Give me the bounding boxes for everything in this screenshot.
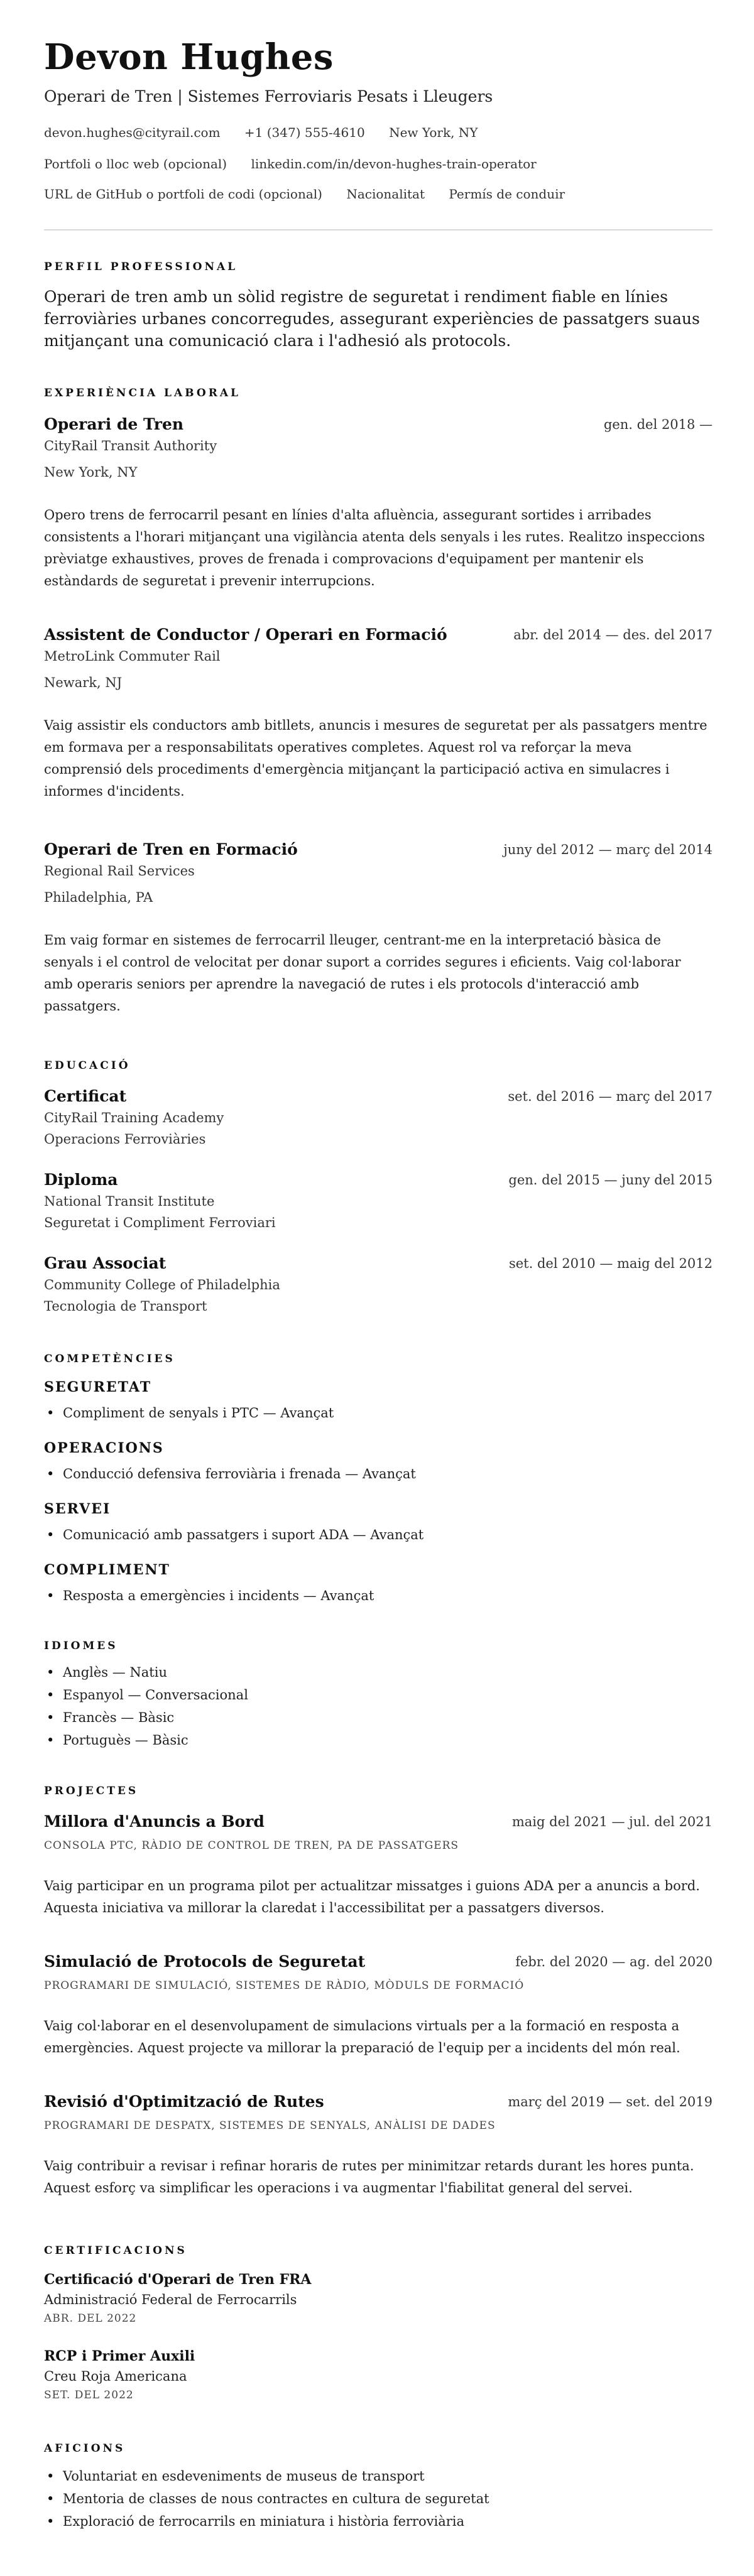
skill-item: • Conducció defensiva ferroviària i frenada — Avançat (44, 1463, 713, 1485)
certification-entry (44, 2270, 713, 2327)
job-description: Vaig assistir els conductors amb bitllets, anuncis i mesures de seguretat per als passatgers mentre em formava per a responsabilitats operatives completes. Aquest rol va reforçar la meva comprensió dels procediments d'emergència mitjançant la participació activa en simulacres i informes d'incidents. (44, 718, 708, 799)
education-entry (44, 1253, 713, 1317)
field-of-study: Tecnologia de Transport (44, 1299, 207, 1314)
email-link[interactable]: devon.hughes@cityrail.com (44, 125, 221, 140)
portfolio-link[interactable]: Portfoli o lloc web (opcional) (44, 156, 227, 171)
section-title-profile: PERFIL PROFESSIONAL (44, 261, 238, 273)
certification-title: Certificació d'Operari de Tren FRA (44, 2271, 312, 2288)
skill-item: • Comunicació amb passatgers i suport ADA — Avançat (44, 1523, 713, 1546)
language-list (44, 1661, 713, 1751)
profile-summary: Operari de tren amb un sòlid registre de seguretat i rendiment fiable en línies ferroviàries urbanes concorregudes, assegurant experiències de passatgers suaus mitjançant una comunicació clara i l'adhesió als protocols. (44, 288, 700, 350)
experience-entry (44, 839, 713, 1017)
section-title-projects: PROJECTES (44, 1785, 139, 1797)
job-subtitle: Operari de Tren | Sistemes Ferroviaris Pesats i Lleugers (44, 87, 493, 106)
project-title: Revisió d'Optimització de Rutes (44, 2092, 324, 2111)
education-entry (44, 1169, 713, 1233)
job-title: Operari de Tren en Formació (44, 840, 298, 858)
hobby-list (44, 2465, 713, 2533)
skill-group (44, 1498, 713, 1546)
linkedin-link[interactable]: linkedin.com/in/devon-hughes-train-operator (251, 156, 537, 171)
company-name: CityRail Transit Authority (44, 438, 217, 453)
company-name: Regional Rail Services (44, 863, 195, 879)
company-name: MetroLink Commuter Rail (44, 649, 221, 664)
job-description: Em vaig formar en sistemes de ferrocarril lleuger, centrant-me en la interpretació bàsica de senyals i el control de velocitat per donar suport a corrides segures i eficients. Vaig col·laborar amb operaris seniors per aprendre la navegació de rutes i els protocols d'interacció amb passatgers. (44, 933, 681, 1014)
skill-group-title: SERVEI (44, 1501, 111, 1517)
project-description: Vaig contribuir a revisar i refinar horaris de rutes per minimitzar retards durant les hores punta. Aquest esforç va simplificar les operacions i va augmentar l'fiabilitat general del servei. (44, 2158, 694, 2195)
job-location: Philadelphia, PA (44, 890, 153, 905)
skill-group (44, 1437, 713, 1485)
skill-group (44, 1559, 713, 1607)
project-tags: PROGRAMARI DE DESPATX, SISTEMES DE SENYALS, ANÀLISI DE DADES (44, 2119, 496, 2132)
project-description: Vaig col·laborar en el desenvolupament de simulacions virtuals per a la formació en resposta a emergències. Aquest projecte va millorar la preparació de l'equip per a incidents del món real. (44, 2018, 680, 2055)
job-dates: juny del 2012 — març del 2014 (503, 842, 713, 857)
header-divider (44, 229, 713, 230)
job-title: Assistent de Conductor / Operari en Formació (44, 625, 447, 644)
job-dates: abr. del 2014 — des. del 2017 (513, 627, 713, 642)
skill-item: • Resposta a emergències i incidents — Avançat (44, 1584, 713, 1607)
contact-row-3 (44, 185, 585, 203)
project-tags: CONSOLA PTC, RÀDIO DE CONTROL DE TREN, PA DE PASSATGERS (44, 1839, 459, 1852)
section-title-languages: IDIOMES (44, 1640, 118, 1652)
certification-issuer: Administració Federal de Ferrocarrils (44, 2292, 297, 2307)
language-item: • Francès — Bàsic (44, 1706, 713, 1729)
phone-number[interactable]: +1 (347) 555-4610 (244, 125, 365, 140)
section-title-education: EDUCACIÓ (44, 1059, 131, 1072)
project-title: Millora d'Anuncis a Bord (44, 1812, 265, 1831)
hobby-item: • Voluntariat en esdeveniments de museus de transport (44, 2465, 713, 2487)
github-link[interactable]: URL de GitHub o portfoli de codi (opcional) (44, 187, 322, 202)
school-name: CityRail Training Academy (44, 1110, 224, 1125)
skill-item: • Compliment de senyals i PTC — Avançat (44, 1402, 713, 1424)
education-dates: set. del 2010 — maig del 2012 (508, 1256, 713, 1271)
certification-entry (44, 2346, 713, 2404)
certification-date: SET. DEL 2022 (44, 2389, 134, 2401)
certification-date: ABR. DEL 2022 (44, 2312, 137, 2325)
language-item: • Espanyol — Conversacional (44, 1684, 713, 1706)
project-dates: març del 2019 — set. del 2019 (508, 2094, 713, 2109)
language-item: • Portuguès — Bàsic (44, 1729, 713, 1751)
education-dates: gen. del 2015 — juny del 2015 (508, 1172, 713, 1188)
section-title-certifications: CERTIFICACIONS (44, 2244, 187, 2257)
experience-entry (44, 624, 713, 803)
job-title: Operari de Tren (44, 415, 184, 433)
degree-title: Certificat (44, 1087, 127, 1105)
education-dates: set. del 2016 — març del 2017 (508, 1089, 713, 1104)
section-title-skills: COMPETÈNCIES (44, 1353, 175, 1365)
project-dates: febr. del 2020 — ag. del 2020 (515, 1954, 713, 1969)
project-title: Simulació de Protocols de Seguretat (44, 1952, 366, 1971)
certification-title: RCP i Primer Auxili (44, 2348, 195, 2364)
section-title-hobbies: AFICIONS (44, 2442, 126, 2455)
hobby-item: • Mentoria de classes de nous contractes en cultura de seguretat (44, 2487, 713, 2510)
driving-license-text: Permís de conduir (449, 187, 566, 202)
field-of-study: Operacions Ferroviàries (44, 1132, 206, 1147)
project-entry (44, 1811, 713, 1919)
job-dates: gen. del 2018 — (603, 417, 713, 432)
contact-row-2 (44, 154, 557, 173)
nationality-text: Nacionalitat (346, 187, 425, 202)
skill-list (44, 1463, 713, 1485)
location-text: New York, NY (389, 125, 478, 140)
skill-group-title: OPERACIONS (44, 1440, 164, 1456)
education-entry (44, 1086, 713, 1150)
project-entry (44, 1951, 713, 2059)
job-location: Newark, NJ (44, 675, 123, 690)
project-description: Vaig participar en un programa pilot per actualitzar missatges i guions ADA per a anuncis a bord. Aquesta iniciativa va millorar la claredat i l'accessibilitat per a passatgers diversos. (44, 1878, 700, 1915)
skill-list (44, 1584, 713, 1607)
experience-entry (44, 414, 713, 592)
section-title-experience: EXPERIÈNCIA LABORAL (44, 387, 241, 399)
hobby-item: • Exploració de ferrocarrils en miniatura i història ferroviària (44, 2510, 713, 2533)
skill-list (44, 1523, 713, 1546)
contact-row-1 (44, 123, 498, 142)
certification-issuer: Creu Roja Americana (44, 2369, 187, 2384)
project-tags: PROGRAMARI DE SIMULACIÓ, SISTEMES DE RÀDIO, MÒDULS DE FORMACIÓ (44, 1979, 525, 1992)
degree-title: Grau Associat (44, 1254, 167, 1272)
project-entry (44, 2091, 713, 2199)
job-location: New York, NY (44, 465, 138, 480)
school-name: National Transit Institute (44, 1194, 215, 1209)
skill-group (44, 1377, 713, 1424)
job-description: Opero trens de ferrocarril pesant en línies d'alta afluència, assegurant sortides i arribades consistents a l'horari mitjançant una vigilància atenta dels senyals i les rutes. Realitzo inspeccions prèviatge exhaustives, proves de frenada i comprovacions d'equipament per mantenir els estàndards de seguretat i prevenir interrupcions. (44, 507, 705, 588)
language-item: • Anglès — Natiu (44, 1661, 713, 1684)
degree-title: Diploma (44, 1171, 118, 1189)
skill-group-title: SEGURETAT (44, 1379, 152, 1395)
project-dates: maig del 2021 — jul. del 2021 (511, 1814, 713, 1829)
field-of-study: Seguretat i Compliment Ferroviari (44, 1215, 276, 1230)
school-name: Community College of Philadelphia (44, 1277, 280, 1292)
skill-list (44, 1402, 713, 1424)
skill-group-title: COMPLIMENT (44, 1562, 170, 1578)
candidate-name: Devon Hughes (44, 36, 334, 78)
